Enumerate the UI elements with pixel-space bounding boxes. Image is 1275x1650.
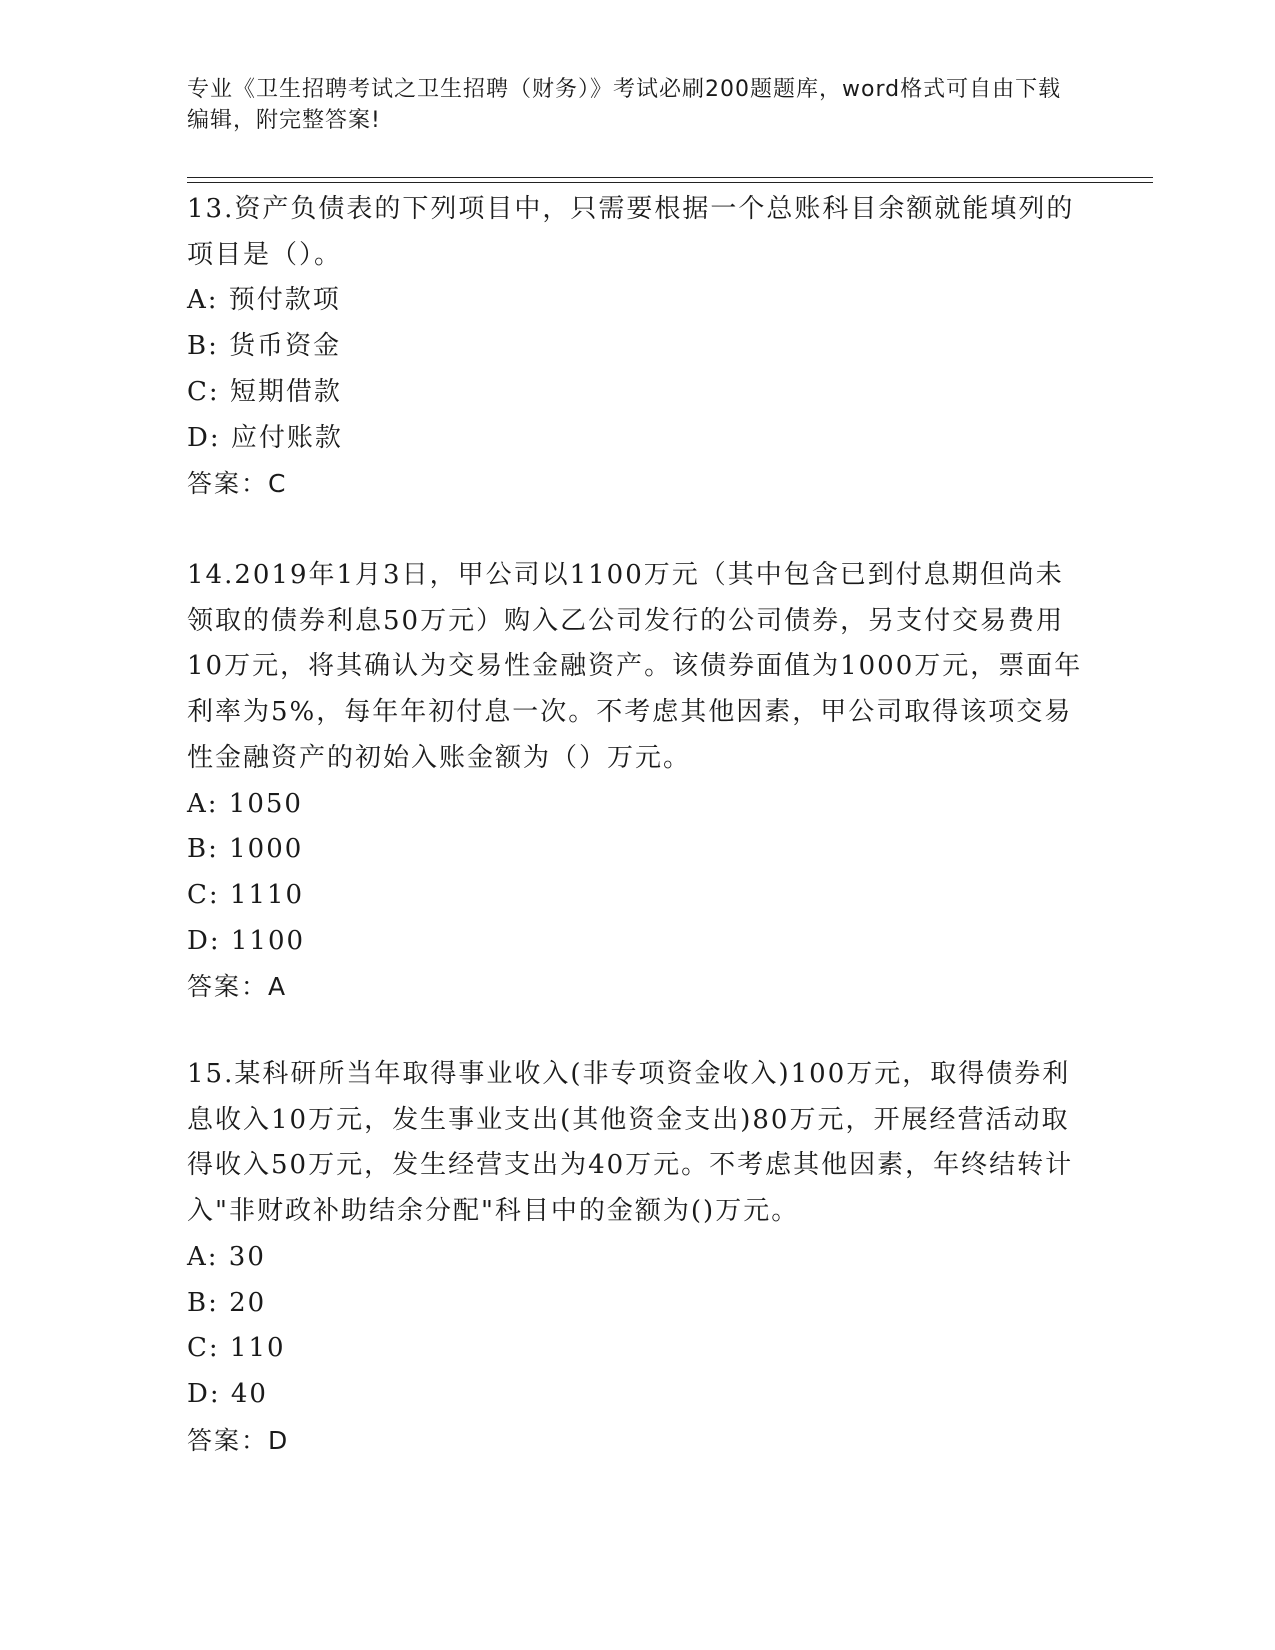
answer: 答案：D (187, 1425, 290, 1455)
question-15 (187, 1052, 1087, 1463)
option-d: D: 应付账款 (187, 422, 343, 453)
header-divider-bottom (187, 182, 1153, 183)
option-c: C: 1110 (187, 879, 305, 910)
option-a: A: 预付款项 (187, 285, 341, 316)
answer: 答案：C (187, 469, 288, 499)
option-a: A: 30 (187, 1241, 266, 1272)
document-header: 专业《卫生招聘考试之卫生招聘（财务）》考试必刷200题题库，word格式可自由下载编辑，附完整答案! (187, 77, 1062, 133)
option-b: B: 20 (187, 1287, 267, 1318)
question-13 (187, 187, 1087, 507)
question-text: 13.资产负债表的下列项目中，只需要根据一个总账科目余额就能填列的项目是（）。 (187, 194, 1075, 270)
option-d: D: 1100 (187, 925, 306, 956)
option-b: B: 货币资金 (187, 331, 342, 362)
question-14 (187, 553, 1087, 1010)
header-divider-top (187, 177, 1153, 178)
option-d: D: 40 (187, 1378, 268, 1409)
answer: 答案：A (187, 972, 288, 1002)
option-b: B: 1000 (187, 834, 304, 865)
question-text: 14.2019年1月3日，甲公司以1100万元（其中包含已到付息期但尚未领取的债券利息50万元）购入乙公司发行的公司债券，另支付交易费用10万元，将其确认为交易性金融资产。该债券面值为1000万元，票面年利率为5%，每年年初付息一次。不考虑其他因素，甲公司取得该项交易性金融资产的初始入账金额为（）万元。 (187, 560, 1083, 773)
option-a: A: 1050 (187, 788, 303, 819)
option-c: C: 短期借款 (187, 376, 342, 407)
option-c: C: 110 (187, 1333, 286, 1364)
question-text: 15.某科研所当年取得事业收入(非专项资金收入)100万元，取得债券利息收入10万元，发生事业支出(其他资金支出)80万元，开展经营活动取得收入50万元，发生经营支出为40万元。不考虑其他因素，年终结转计入"非财政补助结余分配"科目中的金额为()万元。 (187, 1059, 1074, 1227)
